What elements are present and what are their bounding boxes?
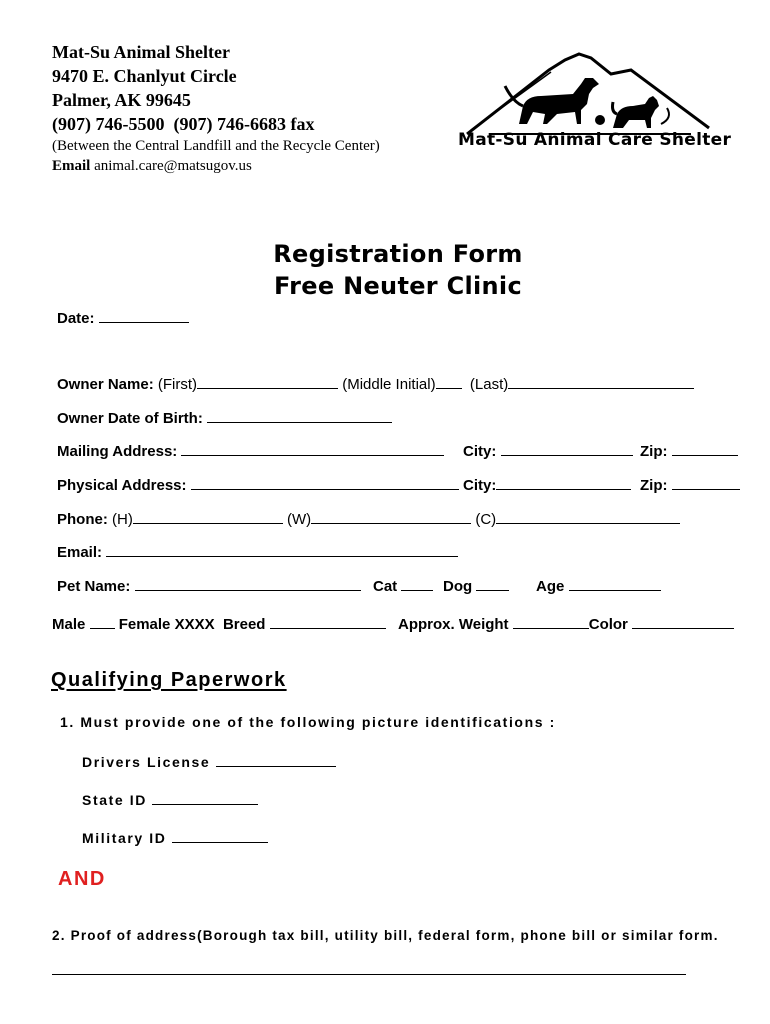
dog-option [443, 576, 509, 595]
middle-label: (Middle Initial) [342, 376, 436, 393]
email-value: animal.care@matsugov.us [94, 158, 252, 174]
physical-city [463, 475, 631, 494]
phone-cell-field[interactable] [496, 509, 680, 524]
phone-label: Phone: [57, 511, 108, 528]
email-field[interactable] [106, 542, 458, 557]
phone-home-field[interactable] [133, 509, 283, 524]
pet-name-field[interactable] [135, 576, 361, 591]
dob-row [57, 408, 392, 427]
male-field[interactable] [90, 614, 115, 629]
date-row [57, 308, 189, 327]
breed-label: Breed [222, 616, 266, 633]
physical-zip-field[interactable] [672, 475, 740, 490]
drivers-license-field[interactable] [216, 752, 336, 767]
mailing-row [57, 441, 444, 460]
date-field[interactable] [99, 308, 189, 323]
shelter-street: 9470 E. Chanlyut Circle [52, 66, 237, 86]
form-subtitle: Free Neuter Clinic [273, 272, 522, 300]
military-id-field[interactable] [172, 828, 268, 843]
color-label: Color [588, 616, 628, 633]
form-title: Registration Form [273, 240, 523, 268]
zip-label: Zip: [640, 477, 668, 494]
email-row [57, 542, 458, 561]
shelter-name: Mat-Su Animal Shelter [52, 42, 230, 62]
physical-zip [640, 475, 740, 494]
phone-work-field[interactable] [311, 509, 471, 524]
mailing-city [463, 441, 633, 460]
middle-initial-field[interactable] [436, 374, 462, 389]
mountain-dog-cat-logo-icon [452, 30, 712, 126]
zip-label: Zip: [640, 443, 668, 460]
mailing-zip [640, 441, 738, 460]
shelter-phones: (907) 746-5500 (907) 746-6683 fax [52, 114, 315, 134]
female-mark: XXXX [174, 616, 215, 633]
qualifying-item-2: 2. Proof of address(Borough tax bill, utility bill, federal form, phone bill or similar form. [52, 928, 719, 943]
city-label: City: [463, 477, 497, 494]
mailing-zip-field[interactable] [672, 441, 738, 456]
id-drivers-license-label: Drivers License [82, 754, 211, 770]
qualifying-item-1: 1. Must provide one of the following picture identifications : [60, 714, 556, 730]
qualifying-heading: Qualifying Paperwork [51, 669, 287, 691]
physical-address-field[interactable] [191, 475, 459, 490]
weight-label: Approx. Weight [398, 616, 509, 633]
shelter-location-note: (Between the Central Landfill and the Recycle Center) [52, 138, 380, 154]
email-field-label: Email: [57, 544, 103, 561]
phone-row [57, 509, 680, 528]
id-drivers-license-row [82, 752, 336, 770]
pet-name-row [57, 576, 361, 595]
logo-text: Mat-Su Animal Care Shelter [458, 130, 732, 150]
age-field[interactable] [569, 576, 661, 591]
dog-label: Dog [443, 578, 473, 595]
mailing-city-field[interactable] [501, 441, 633, 456]
physical-row [57, 475, 459, 494]
age-label: Age [536, 578, 565, 595]
female-label: Female [118, 616, 171, 633]
shelter-city: Palmer, AK 99645 [52, 90, 191, 110]
breed-field[interactable] [270, 614, 386, 629]
phone-w-label: (W) [287, 511, 312, 528]
weight-field[interactable] [513, 614, 589, 629]
owner-name-row [57, 374, 694, 393]
mailing-label: Mailing Address: [57, 443, 178, 460]
city-label: City: [463, 443, 497, 460]
id-state-row [82, 790, 258, 808]
age-option [536, 576, 661, 595]
id-military-label: Military ID [82, 830, 167, 846]
physical-city-field[interactable] [496, 475, 631, 490]
shelter-email [52, 158, 252, 175]
cat-option [373, 576, 433, 595]
email-label: Email [52, 158, 91, 174]
physical-label: Physical Address: [57, 477, 187, 494]
first-label: (First) [157, 376, 198, 393]
pet-name-label: Pet Name: [57, 578, 131, 595]
mailing-address-field[interactable] [181, 441, 444, 456]
dob-label: Owner Date of Birth: [57, 410, 203, 427]
and-separator: AND [58, 868, 106, 890]
first-name-field[interactable] [197, 374, 338, 389]
date-label: Date: [57, 310, 95, 327]
phone-h-label: (H) [112, 511, 133, 528]
color-field[interactable] [632, 614, 734, 629]
proof-of-address-field[interactable] [52, 974, 686, 975]
id-state-label: State ID [82, 792, 147, 808]
last-name-field[interactable] [508, 374, 694, 389]
male-label: Male [52, 616, 86, 633]
owner-name-label: Owner Name: [57, 376, 154, 393]
weight-color-row [398, 614, 734, 633]
state-id-field[interactable] [152, 790, 258, 805]
cat-field[interactable] [401, 576, 433, 591]
cat-label: Cat [373, 578, 398, 595]
sex-breed-row [52, 614, 386, 633]
phone-c-label: (C) [475, 511, 497, 528]
dob-field[interactable] [207, 408, 392, 423]
last-label: (Last) [469, 376, 509, 393]
id-military-row [82, 828, 268, 846]
dog-field[interactable] [476, 576, 509, 591]
